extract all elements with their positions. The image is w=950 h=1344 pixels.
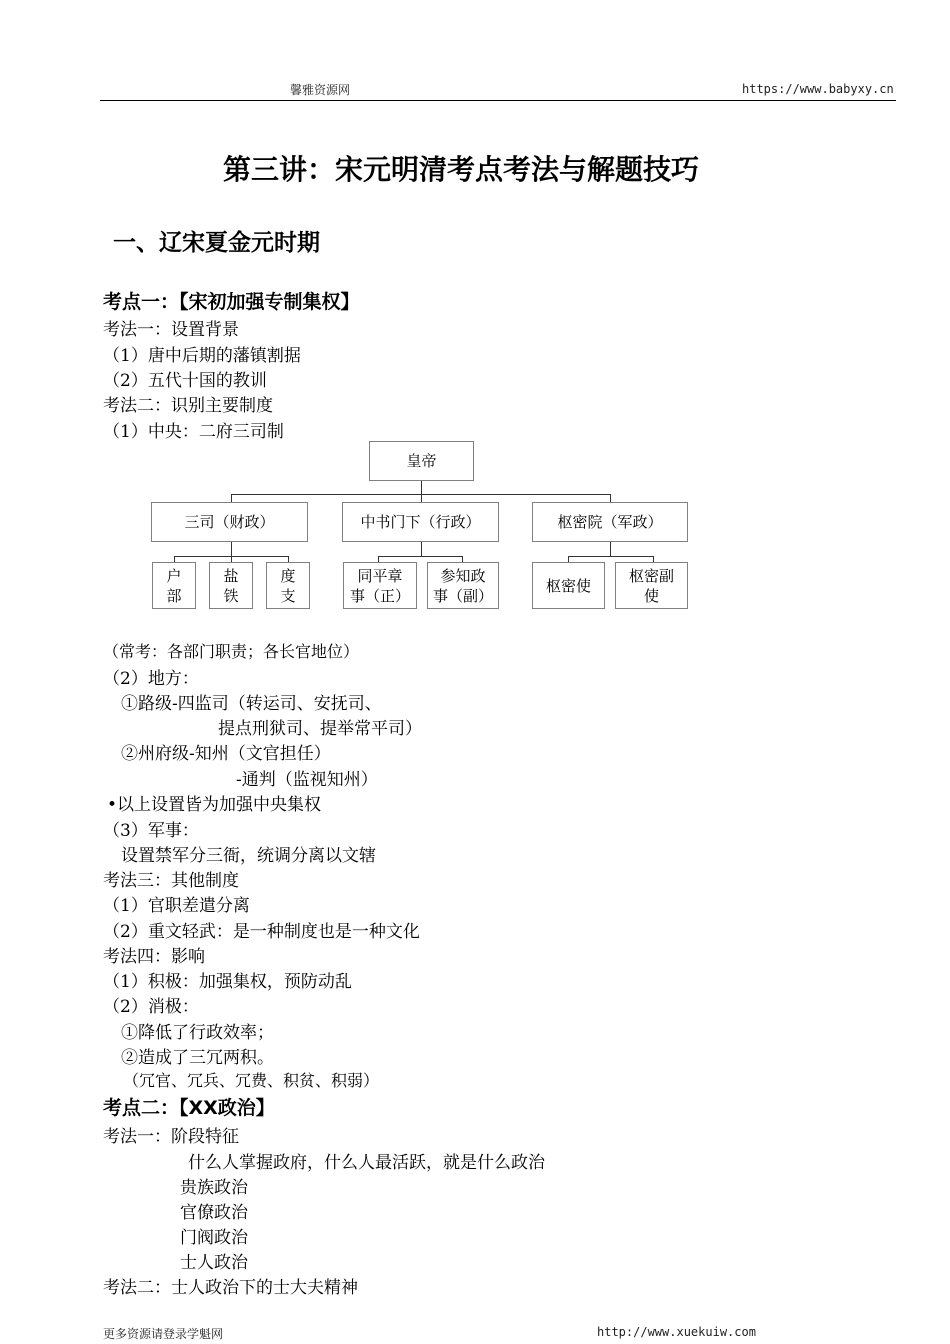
kp1-line: 考法一：设置背景 [103,320,239,340]
kp1-line: 考法四：影响 [103,947,205,967]
kp1-line: ②造成了三冗两积。 [121,1048,274,1068]
org-duzhi: 度 支 [266,562,310,609]
org-tongpingzhang: 同平章 事（正） [343,562,417,609]
footer-url[interactable]: http://www.xuekuiw.com [597,1325,756,1339]
kp2-line: 门阀政治 [180,1228,248,1248]
org-yantie: 盐 铁 [209,562,253,609]
kp1-heading: 考点一：【宋初加强专制集权】 [103,291,360,313]
kp1-line: ①降低了行政效率； [121,1023,274,1043]
page-title: 第三讲：宋元明清考点考法与解题技巧 [222,153,699,186]
kp2-heading: 考点二：【XX政治】 [103,1097,275,1119]
kp1-line: -通判（监视知州） [236,770,378,790]
kp1-line: ②州府级-知州（文官担任） [121,744,331,764]
org-line [231,494,232,502]
kp1-line: 设置禁军分三衙，统调分离以文辖 [121,846,376,866]
kp1-line: （1）中央：二府三司制 [103,422,284,442]
org-shumishi: 枢密使 [532,562,605,609]
org-shumifushi: 枢密副 使 [615,562,688,609]
kp2-line: 士人政治 [180,1253,248,1273]
kp1-line: 考法二：识别主要制度 [103,396,273,416]
kp1-line: （常考：各部门职责；各长官地位） [103,642,360,661]
kp1-line: •以上设置皆为加强中央集权 [107,795,322,815]
org-line [610,494,611,502]
org-line [378,556,462,557]
org-shumi: 枢密院（军政） [532,502,688,542]
header-site-name: 馨雅资源网 [290,83,351,97]
section-heading: 一、辽宋夏金元时期 [113,230,320,256]
kp1-line: （2）消极： [103,997,199,1017]
kp2-line: 什么人掌握政府，什么人最活跃，就是什么政治 [188,1153,545,1173]
kp2-line: 贵族政治 [180,1178,248,1198]
kp1-line: （1）官职差遣分离 [103,896,250,916]
org-hubu: 户 部 [152,562,196,609]
org-line [231,542,232,556]
org-line [421,494,422,502]
kp1-line: （1）唐中后期的藩镇割据 [103,346,301,366]
kp1-line: （冗官、冗兵、冗费、积贫、积弱） [123,1071,380,1090]
kp1-line: 考法三：其他制度 [103,871,239,891]
kp1-line: （2）重文轻武：是一种制度也是一种文化 [103,922,420,942]
footer-note: 更多资源请登录学魁网 [103,1327,224,1341]
kp1-line: （2）五代十国的教训 [103,371,267,391]
kp1-line: （1）积极：加强集权，预防动乱 [103,972,352,992]
header-site-url[interactable]: https://www.babyxy.cn [742,82,894,96]
kp2-line: 考法一：阶段特征 [103,1127,239,1147]
org-sansi: 三司（财政） [151,502,308,542]
kp1-line: 提点刑狱司、提举常平司） [218,719,422,739]
kp1-line: （3）军事： [103,821,199,841]
org-emperor: 皇帝 [369,441,474,481]
org-line [610,542,611,556]
org-line [421,542,422,556]
kp1-line: （2）地方： [103,669,199,689]
org-zhongshu: 中书门下（行政） [342,502,499,542]
kp2-line: 官僚政治 [180,1203,248,1223]
org-canzhi: 参知政 事（副） [427,562,499,609]
org-line [421,481,422,494]
kp2-line: 考法二：士人政治下的士大夫精神 [103,1278,358,1298]
header-rule [100,100,896,101]
kp1-line: ①路级-四监司（转运司、安抚司、 [121,694,382,714]
org-line [568,556,653,557]
